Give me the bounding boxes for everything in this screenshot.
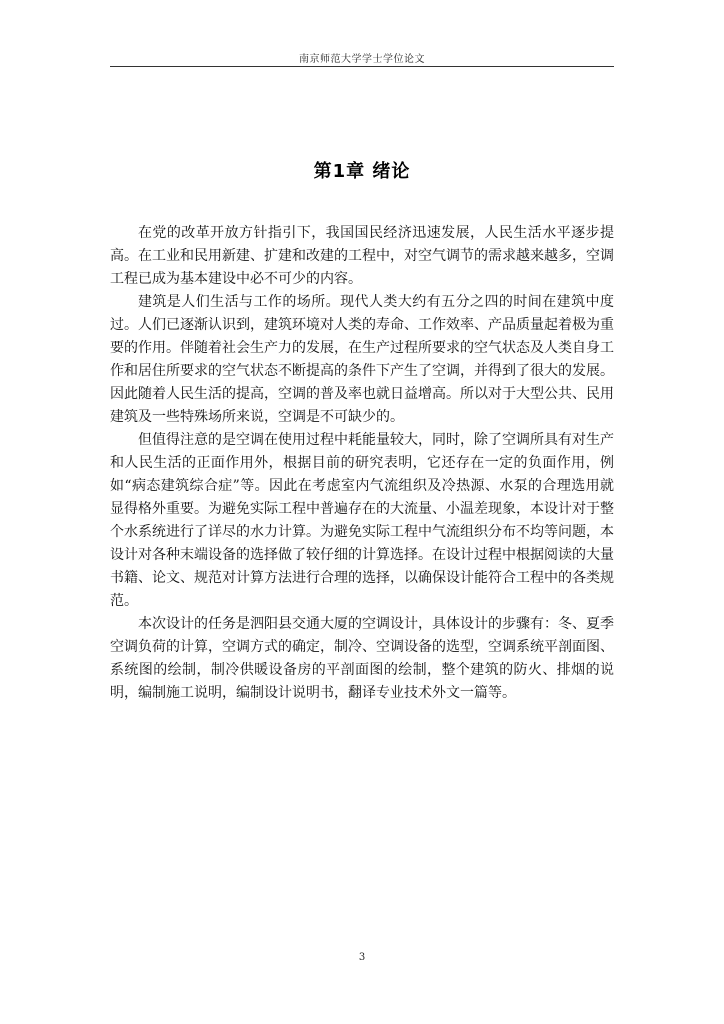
paragraph: 在党的改革开放方针指引下，我国国民经济迅速发展，人民生活水平逐步提高。在工业和民用新建、扩建和改建的工程中，对空气调节的需求越来越多，空调工程已成为基本建设中必不可少的内容。 xyxy=(110,225,614,287)
paragraph: 本次设计的任务是泗阳县交通大厦的空调设计，具体设计的步骤有：冬、夏季空调负荷的计算，空调方式的确定，制冷、空调设备的选型，空调系统平剖面图、系统图的绘制，制冷供暖设备房的平剖面图的绘制，整个建筑的防火、排烟的说明，编制施工说明，编制设计说明书，翻译专业技术外文一篇等。 xyxy=(110,616,614,701)
body-text xyxy=(110,222,614,705)
running-header: 南京师范大学学士学位论文 xyxy=(299,54,425,65)
paragraph: 但值得注意的是空调在使用过程中耗能量较大，同时，除了空调所具有对生产和人民生活的正面作用外，根据目前的研究表明，它还存在一定的负面作用，例如“病态建筑综合症”等。因此在考虑室内气流组织及冷热源、水泵的合理选用就显得格外重要。为避免实际工程中普遍存在的大流量、小温差现象，本设计对于整个水系统进行了详尽的水力计算。为避免实际工程中气流组织分布不均等问题，本设计对各种末端设备的选择做了较仔细的计算选择。在设计过程中根据阅读的大量书籍、论文、规范对计算方法进行合理的选择，以确保设计能符合工程中的各类规范。 xyxy=(110,432,614,609)
paragraph: 建筑是人们生活与工作的场所。现代人类大约有五分之四的时间在建筑中度过。人们已逐渐认识到，建筑环境对人类的寿命、工作效率、产品质量起着极为重要的作用。伴随着社会生产力的发展，在生产过程所要求的空气状态及人类自身工作和居住所要求的空气状态不断提高的条件下产生了空调，并得到了很大的发展。因此随着人民生活的提高，空调的普及率也就日益增高。所以对于大型公共、民用建筑及一些特殊场所来说，空调是不可缺少的。 xyxy=(110,294,614,425)
page-number: 3 xyxy=(358,952,366,963)
chapter-title: 第1章 绪论 xyxy=(313,161,411,182)
header-rule xyxy=(110,66,614,67)
